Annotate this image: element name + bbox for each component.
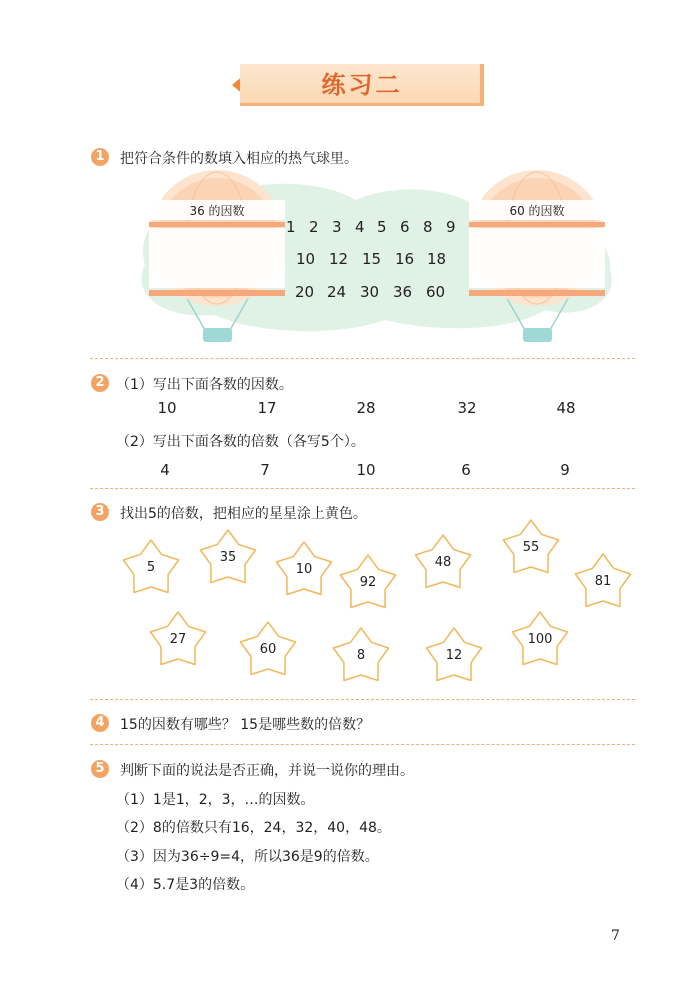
star-number: 81 <box>594 574 612 589</box>
number-item: 9 <box>446 218 456 236</box>
star-item[interactable] <box>330 626 392 686</box>
star-item[interactable] <box>237 620 299 680</box>
question-number-2: 2 <box>91 374 109 392</box>
question-number-1: 1 <box>91 148 109 166</box>
page-title: 练习二 <box>321 71 403 99</box>
number-item: 12 <box>329 250 349 268</box>
question-number-4: 4 <box>91 714 109 732</box>
divider <box>90 358 635 359</box>
question-1-text: 把符合条件的数填入相应的热气球里。 <box>120 151 358 167</box>
value-item: 32 <box>457 399 477 417</box>
question-5-item-4: （4）5.7是3的倍数。 <box>116 877 255 893</box>
star-item[interactable] <box>120 538 182 598</box>
divider <box>90 488 635 489</box>
question-number-5: 5 <box>91 760 109 778</box>
star-item[interactable] <box>273 540 335 600</box>
star-number: 27 <box>169 632 187 647</box>
number-item: 5 <box>377 218 387 236</box>
page-number: 7 <box>611 928 620 944</box>
star-number: 60 <box>259 642 277 657</box>
value-item: 7 <box>260 461 270 479</box>
question-5-item-2: （2）8的倍数只有16，24，32，40，48。 <box>116 820 391 836</box>
star-number: 10 <box>295 562 313 577</box>
star-number: 8 <box>356 648 366 663</box>
star-item[interactable] <box>572 552 634 612</box>
star-item[interactable] <box>412 533 474 593</box>
number-item: 4 <box>355 218 365 236</box>
question-4-text: 15的因数有哪些？ 15是哪些数的倍数？ <box>120 717 371 733</box>
balloon-label-36: 36 的因数 <box>189 204 245 218</box>
question-2-part-1: （1）写出下面各数的因数。 <box>116 377 293 393</box>
star-number: 48 <box>434 555 452 570</box>
number-item: 16 <box>395 250 415 268</box>
title-banner <box>232 64 484 106</box>
question-2-part-2: （2）写出下面各数的倍数（各写5个）。 <box>116 434 365 450</box>
value-item: 10 <box>356 461 376 479</box>
value-item: 9 <box>560 461 570 479</box>
number-item: 1 <box>286 218 296 236</box>
star-number: 55 <box>522 540 540 555</box>
number-item: 2 <box>309 218 319 236</box>
number-item: 10 <box>296 250 316 268</box>
star-number: 92 <box>359 575 377 590</box>
star-item[interactable] <box>423 626 485 686</box>
balloon-label-60: 60 的因数 <box>509 204 565 218</box>
star-item[interactable] <box>509 610 571 670</box>
value-item: 10 <box>157 399 177 417</box>
star-number: 100 <box>527 632 553 647</box>
question-5-item-3: （3）因为36÷9=4，所以36是9的倍数。 <box>116 849 379 865</box>
star-item[interactable] <box>197 528 259 588</box>
value-item: 6 <box>461 461 471 479</box>
number-item: 3 <box>332 218 342 236</box>
star-number: 12 <box>445 648 463 663</box>
number-item: 18 <box>427 250 447 268</box>
divider <box>90 744 635 745</box>
value-item: 4 <box>160 461 170 479</box>
question-5-item-1: （1）1是1，2，3，…的因数。 <box>116 792 315 808</box>
number-item: 60 <box>426 283 446 301</box>
number-item: 30 <box>360 283 380 301</box>
star-item[interactable] <box>147 610 209 670</box>
star-item[interactable] <box>500 518 562 578</box>
number-item: 15 <box>362 250 382 268</box>
number-item: 36 <box>393 283 413 301</box>
value-item: 17 <box>257 399 277 417</box>
star-item[interactable] <box>337 553 399 613</box>
value-item: 48 <box>556 399 576 417</box>
number-item: 24 <box>327 283 347 301</box>
question-5-text: 判断下面的说法是否正确，并说一说你的理由。 <box>120 763 414 779</box>
number-item: 6 <box>400 218 410 236</box>
question-number-3: 3 <box>91 503 109 521</box>
divider <box>90 699 635 700</box>
star-number: 5 <box>146 560 156 575</box>
question-3-text: 找出5的倍数，把相应的星星涂上黄色。 <box>120 506 367 522</box>
value-item: 28 <box>356 399 376 417</box>
number-item: 20 <box>295 283 315 301</box>
number-item: 8 <box>423 218 433 236</box>
star-number: 35 <box>219 550 237 565</box>
